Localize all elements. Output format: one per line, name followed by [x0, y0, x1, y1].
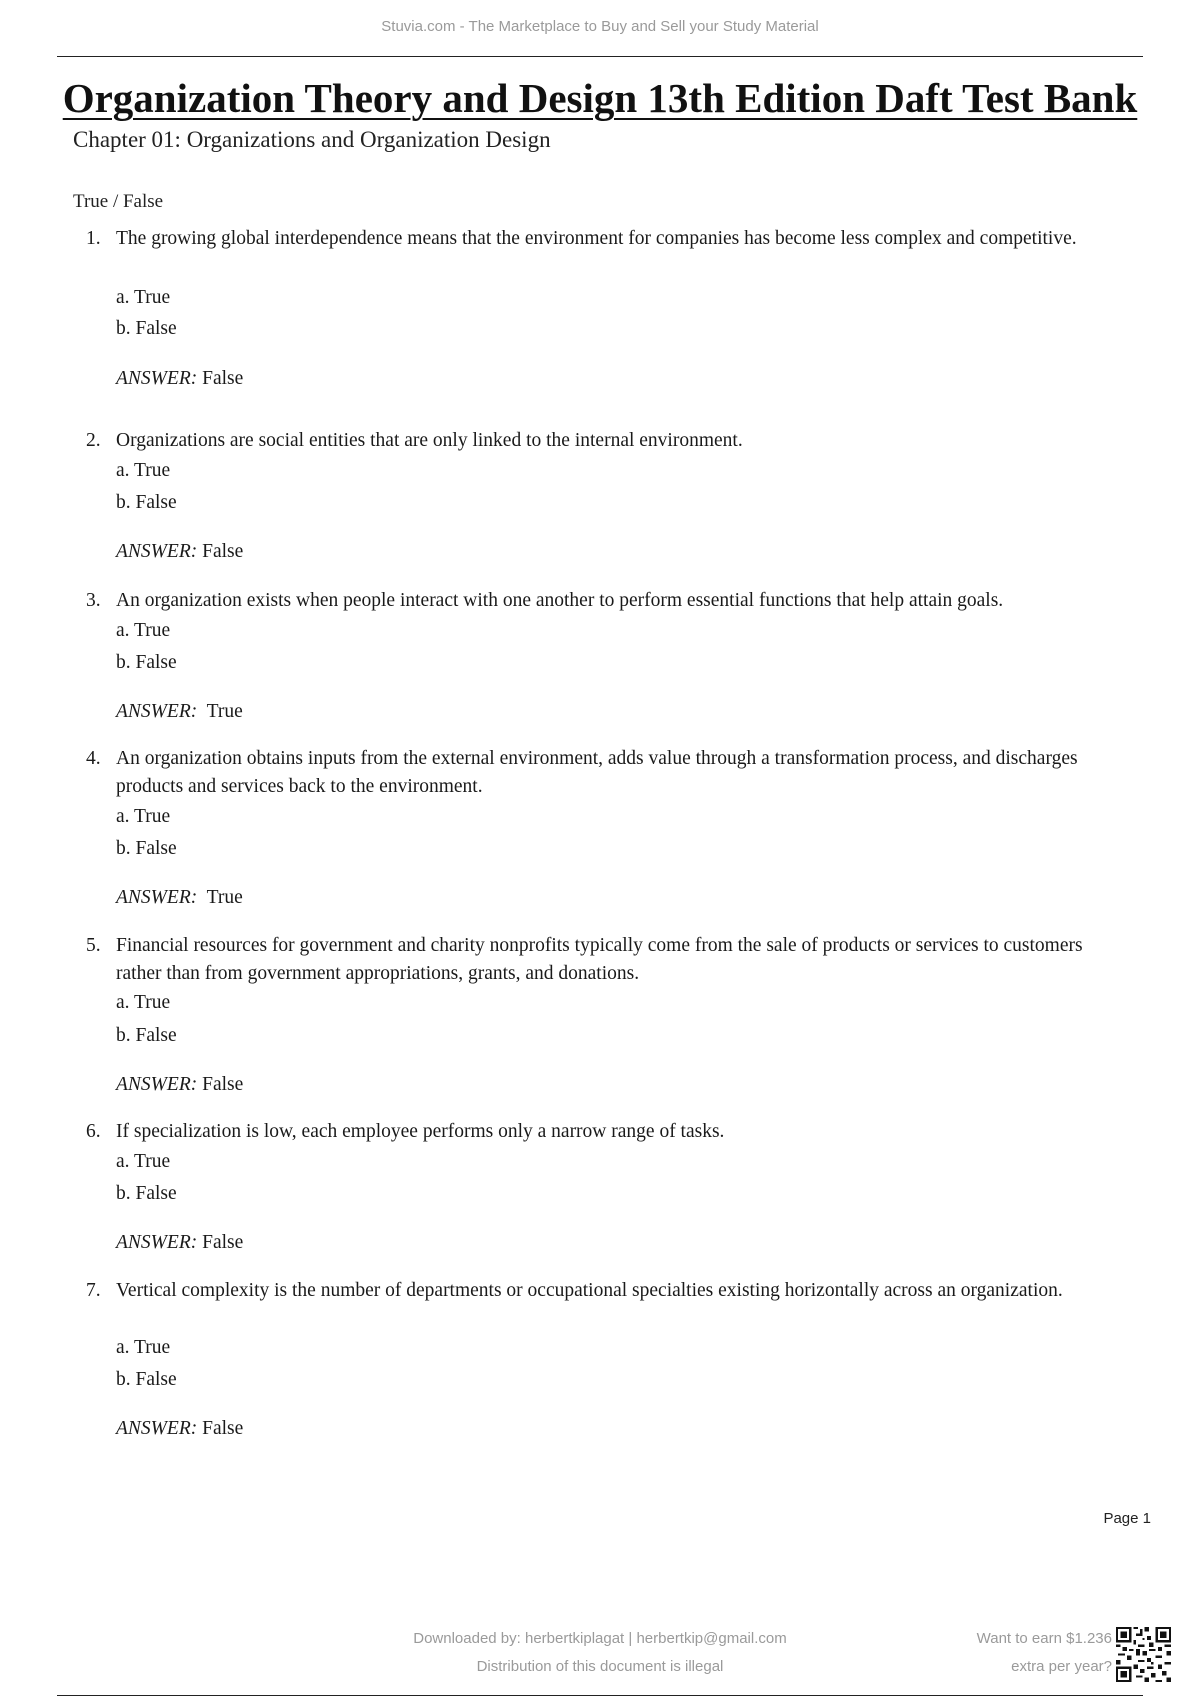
distribution-notice: Distribution of this document is illegal [476, 1658, 724, 1675]
answer-value: False [202, 368, 244, 389]
option-a: a. True [116, 460, 171, 481]
answer-line [116, 365, 243, 392]
option-b: b. False [116, 1025, 177, 1046]
question-text: An organization obtains inputs from the external environment, adds value through a transformation process, and discharges products and services back to the environment. [116, 748, 1078, 797]
option-a: a. True [116, 287, 171, 308]
answer-label: ANSWER: [116, 887, 198, 908]
answer-value: False [202, 1074, 244, 1095]
page-number: Page 1 [1103, 1510, 1151, 1527]
option-b: b. False [116, 1183, 177, 1204]
answer-value: True [206, 887, 243, 908]
question-1 [86, 225, 1121, 253]
question-6 [86, 1118, 1121, 1146]
question-text: The growing global interdependence means that the environment for companies has become less complex and competitive. [116, 228, 1077, 249]
footer-divider [57, 1695, 1143, 1696]
chapter-title: Chapter 01: Organizations and Organization Design [73, 127, 551, 152]
question-number: 2. [86, 430, 101, 451]
answer-line [116, 698, 243, 725]
answer-label: ANSWER: [116, 1074, 198, 1095]
question-text: Vertical complexity is the number of departments or occupational specialties existing horizontally across an organization. [116, 1280, 1063, 1301]
option-a: a. True [116, 806, 171, 827]
answer-label: ANSWER: [116, 1418, 198, 1439]
answer-label: ANSWER: [116, 368, 198, 389]
option-a: a. True [116, 1151, 171, 1172]
question-text: An organization exists when people interact with one another to perform essential functions that help attain goals. [116, 590, 1004, 611]
option-b: b. False [116, 652, 177, 673]
section-label: True / False [73, 191, 164, 212]
option-b: b. False [116, 1369, 177, 1390]
question-text: Financial resources for government and charity nonprofits typically come from the sale of products or services to customers rather than from government appropriations, grants, and donations. [116, 935, 1083, 984]
question-number: 5. [86, 935, 101, 956]
answer-line [116, 1229, 243, 1256]
option-b: b. False [116, 318, 177, 339]
qr-code-icon[interactable] [1116, 1627, 1171, 1682]
question-number: 6. [86, 1121, 101, 1142]
question-text: Organizations are social entities that are only linked to the internal environment. [116, 430, 743, 451]
header-divider [57, 56, 1143, 57]
answer-line [116, 884, 243, 911]
question-4 [86, 745, 1121, 800]
question-number: 7. [86, 1280, 101, 1301]
option-a: a. True [116, 620, 171, 641]
option-b: b. False [116, 838, 177, 859]
answer-value: False [202, 1418, 244, 1439]
answer-value: True [206, 701, 243, 722]
answer-line [116, 538, 243, 565]
question-number: 1. [86, 228, 101, 249]
question-text: If specialization is low, each employee performs only a narrow range of tasks. [116, 1121, 725, 1142]
question-5 [86, 932, 1121, 987]
document-title [0, 74, 1200, 122]
downloaded-by-text: Downloaded by: herbertkiplagat | herbertkip@gmail.com [413, 1630, 787, 1647]
answer-value: False [202, 1232, 244, 1253]
promo-text-line1[interactable]: Want to earn $1.236 [976, 1630, 1112, 1647]
option-b: b. False [116, 492, 177, 513]
answer-value: False [202, 541, 244, 562]
option-a: a. True [116, 1337, 171, 1358]
question-7 [86, 1277, 1121, 1305]
answer-line [116, 1071, 243, 1098]
answer-line [116, 1415, 243, 1442]
promo-text-line2[interactable]: extra per year? [1011, 1658, 1112, 1675]
answer-label: ANSWER: [116, 1232, 198, 1253]
question-2 [86, 427, 1121, 455]
answer-label: ANSWER: [116, 541, 198, 562]
answer-label: ANSWER: [116, 701, 198, 722]
page-header: Stuvia.com - The Marketplace to Buy and Sell your Study Material [381, 18, 819, 35]
question-number: 4. [86, 748, 101, 769]
question-number: 3. [86, 590, 101, 611]
option-a: a. True [116, 992, 171, 1013]
document-title-text: Organization Theory and Design 13th Edition Daft Test Bank [62, 75, 1138, 121]
question-3 [86, 587, 1121, 615]
